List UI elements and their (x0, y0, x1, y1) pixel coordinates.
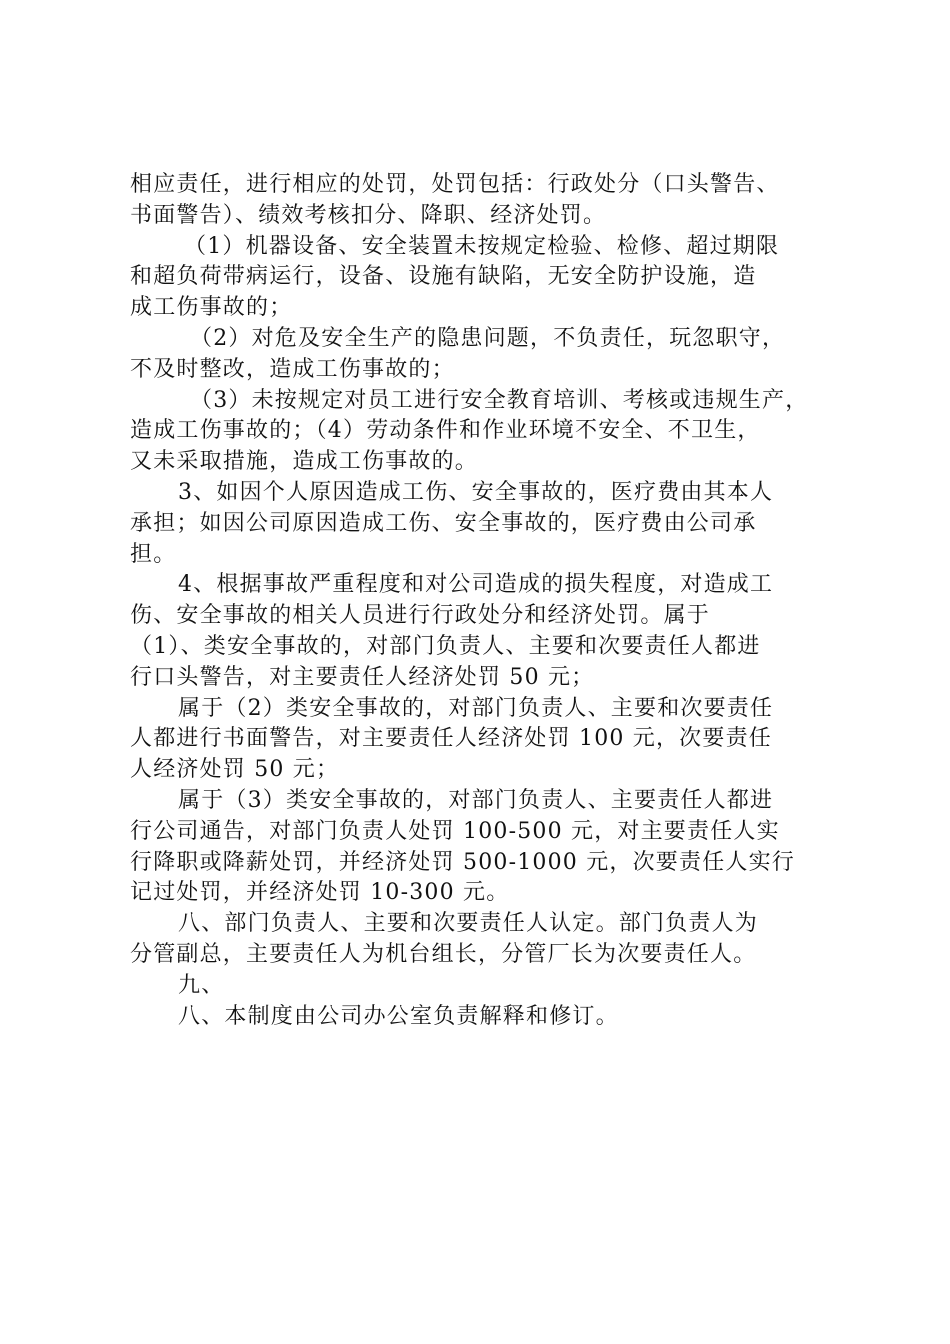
text-line: （1）、类安全事故的，对部门负责人、主要和次要责任人都进 (130, 633, 761, 659)
text-line: 记过处罚，并经济处罚 10-300 元。 (130, 880, 510, 906)
text-line: 3、如因个人原因造成工伤、安全事故的，医疗费由其本人 (178, 479, 774, 505)
text-line: 九、 (178, 972, 225, 998)
text-line: 伤、安全事故的相关人员进行行政处分和经济处罚。属于 (130, 603, 711, 629)
text-line: 人经济处罚 50 元； (130, 757, 340, 783)
text-line: 属于（2）类安全事故的，对部门负责人、主要和次要责任 (178, 695, 774, 721)
text-line: 行口头警告，对主要责任人经济处罚 50 元； (130, 664, 595, 690)
text-line: 分管副总，主要责任人为机台组长，分管厂长为次要责任人。 (130, 941, 757, 967)
text-line: 行公司通告，对部门负责人处罚 100-500 元，对主要责任人实 (130, 818, 780, 844)
text-line: 八、本制度由公司办公室负责解释和修订。 (178, 1003, 619, 1029)
text-line: （3）未按规定对员工进行安全教育培训、考核或违规生产， (190, 387, 809, 413)
text-line: 造成工伤事故的；（4）劳动条件和作业环境不安全、不卫生， (130, 418, 761, 444)
text-line: 相应责任，进行相应的处罚，处罚包括：行政处分（口头警告、 (130, 172, 780, 197)
text-line: 又未采取措施，造成工伤事故的。 (130, 449, 479, 475)
text-line: 行降职或降薪处罚，并经济处罚 500-1000 元，次要责任人实行 (130, 849, 796, 875)
text-line: 成工伤事故的； (130, 295, 293, 321)
text-line: 担。 (130, 541, 177, 567)
text-line: 不及时整改，造成工伤事故的； (130, 356, 455, 382)
text-line: 属于（3）类安全事故的，对部门负责人、主要责任人都进 (178, 787, 774, 813)
text-line: 4、根据事故严重程度和对公司造成的损失程度，对造成工 (178, 572, 774, 598)
document-body (130, 170, 830, 1032)
text-line: 八、部门负责人、主要和次要责任人认定。部门负责人为 (178, 911, 759, 937)
text-line: （1）机器设备、安全装置未按规定检验、检修、超过期限 (184, 233, 780, 259)
text-line: 承担；如因公司原因造成工伤、安全事故的，医疗费由公司承 (130, 510, 757, 536)
text-line: 和超负荷带病运行，设备、设施有缺陷，无安全防护设施，造 (130, 264, 757, 290)
text-line: （2）对危及安全生产的隐患问题，不负责任，玩忽职守， (190, 325, 786, 351)
text-line: 人都进行书面警告，对主要责任人经济处罚 100 元，次要责任 (130, 726, 772, 752)
text-line: 书面警告）、绩效考核扣分、降职、经济处罚。 (130, 202, 607, 228)
